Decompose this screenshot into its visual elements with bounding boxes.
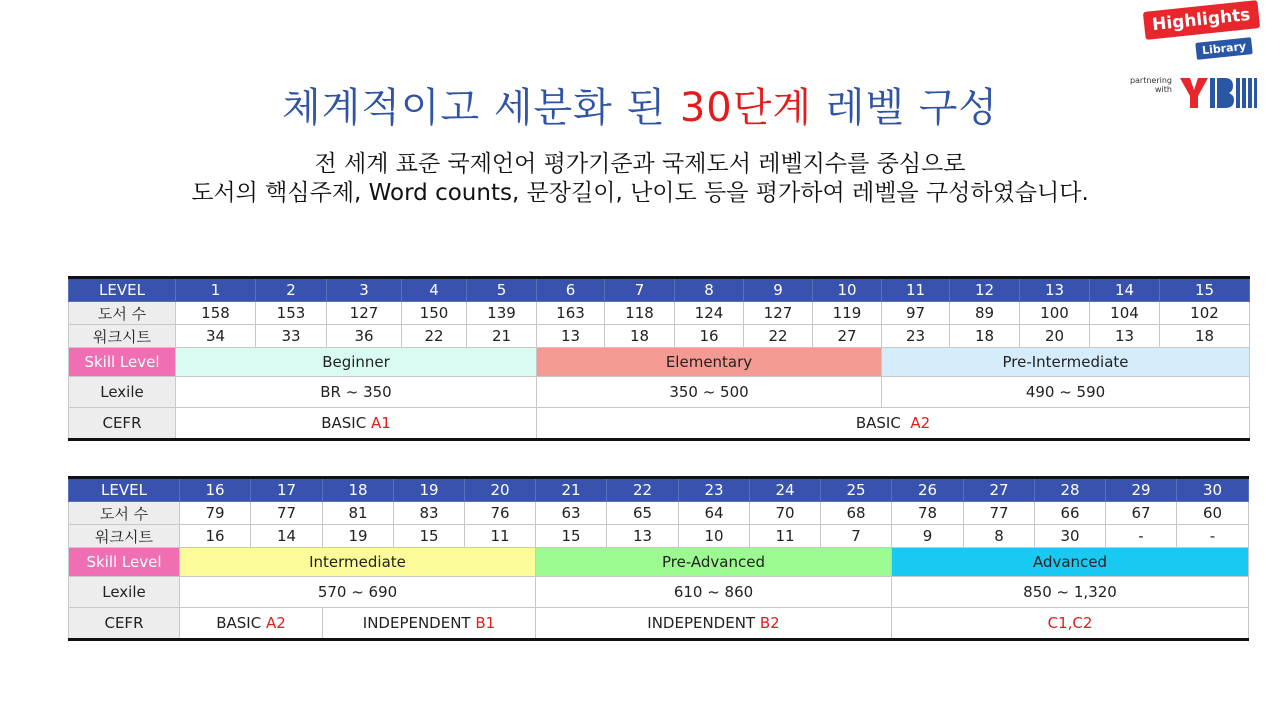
level-header: LEVEL	[69, 278, 176, 302]
books-cell: 64	[679, 502, 750, 525]
cefr-row	[69, 608, 1249, 640]
worksheets-cell: 19	[323, 525, 394, 548]
worksheets-cell: 36	[327, 325, 402, 348]
ybm-logo-text: YBM	[1218, 110, 1221, 111]
worksheets-cell: 15	[394, 525, 465, 548]
cefr-row	[69, 408, 1250, 440]
skill-pre-advanced: Pre-Advanced	[536, 548, 892, 577]
worksheets-cell: 18	[950, 325, 1020, 348]
worksheets-cell: -	[1106, 525, 1177, 548]
cefr-cell	[323, 608, 536, 640]
level-cell: 22	[607, 478, 679, 502]
title-part1: 체계적이고 세분화 된	[281, 85, 680, 131]
level-cell: 19	[394, 478, 465, 502]
books-cell: 65	[607, 502, 679, 525]
level-cell: 7	[605, 278, 675, 302]
cefr-cell	[176, 408, 537, 440]
with-label: with	[1155, 85, 1172, 94]
cefr-prefix: INDEPENDENT	[647, 614, 760, 632]
lexile-header: Lexile	[69, 577, 180, 608]
lexile-row	[69, 377, 1250, 408]
worksheets-cell: 13	[1090, 325, 1160, 348]
level-cell: 6	[537, 278, 605, 302]
cefr-prefix: BASIC	[216, 614, 266, 632]
worksheets-cell: -	[1177, 525, 1249, 548]
level-cell: 9	[744, 278, 813, 302]
worksheets-cell: 16	[675, 325, 744, 348]
skill-intermediate: Intermediate	[180, 548, 536, 577]
level-header: LEVEL	[69, 478, 180, 502]
level-cell: 8	[675, 278, 744, 302]
books-cell: 79	[180, 502, 251, 525]
level-cell: 13	[1020, 278, 1090, 302]
worksheets-cell: 33	[256, 325, 327, 348]
skill-header: Skill Level	[69, 348, 176, 377]
lexile-cell: BR ~ 350	[176, 377, 537, 408]
level-cell: 1	[176, 278, 256, 302]
lexile-cell: 850 ~ 1,320	[892, 577, 1249, 608]
lexile-cell: 610 ~ 860	[536, 577, 892, 608]
books-cell: 66	[1035, 502, 1106, 525]
lexile-row	[69, 577, 1249, 608]
cefr-cell	[180, 608, 323, 640]
skill-elementary: Elementary	[537, 348, 882, 377]
level-cell: 27	[964, 478, 1035, 502]
worksheets-cell: 13	[537, 325, 605, 348]
page-title	[0, 76, 1280, 133]
worksheets-cell: 18	[605, 325, 675, 348]
worksheets-cell: 10	[679, 525, 750, 548]
books-cell: 76	[465, 502, 536, 525]
worksheets-cell: 22	[744, 325, 813, 348]
books-cell: 127	[327, 302, 402, 325]
worksheets-header: 워크시트	[69, 525, 180, 548]
worksheets-cell: 34	[176, 325, 256, 348]
worksheets-cell: 8	[964, 525, 1035, 548]
level-cell: 15	[1160, 278, 1250, 302]
partnering-label: partnering	[1129, 76, 1172, 85]
highlights-logo-text: Highlights	[1142, 0, 1259, 40]
books-cell: 67	[1106, 502, 1177, 525]
books-row	[69, 502, 1249, 525]
level-table-1	[68, 276, 1250, 441]
level-cell: 30	[1177, 478, 1249, 502]
books-cell: 158	[176, 302, 256, 325]
books-cell: 97	[882, 302, 950, 325]
skill-row	[69, 348, 1250, 377]
level-cell: 3	[327, 278, 402, 302]
lexile-cell: 350 ~ 500	[537, 377, 882, 408]
lexile-header: Lexile	[69, 377, 176, 408]
books-cell: 102	[1160, 302, 1250, 325]
books-cell: 60	[1177, 502, 1249, 525]
books-cell: 104	[1090, 302, 1160, 325]
cefr-header: CEFR	[69, 608, 180, 640]
worksheets-cell: 14	[251, 525, 323, 548]
level-cell: 28	[1035, 478, 1106, 502]
worksheets-cell: 23	[882, 325, 950, 348]
level-cell: 24	[750, 478, 821, 502]
level-cell: 21	[536, 478, 607, 502]
cefr-prefix: BASIC	[855, 414, 911, 432]
books-cell: 100	[1020, 302, 1090, 325]
skill-beginner: Beginner	[176, 348, 537, 377]
worksheets-header: 워크시트	[69, 325, 176, 348]
cefr-grade: C1,C2	[1047, 614, 1093, 632]
cefr-grade: A2	[265, 614, 286, 632]
books-cell: 68	[821, 502, 892, 525]
level-cell: 16	[180, 478, 251, 502]
books-cell: 70	[750, 502, 821, 525]
worksheets-cell: 7	[821, 525, 892, 548]
books-header: 도서 수	[69, 502, 180, 525]
books-cell: 150	[402, 302, 467, 325]
level-cell: 12	[950, 278, 1020, 302]
worksheets-cell: 21	[467, 325, 537, 348]
cefr-cell	[537, 408, 1250, 440]
cefr-cell	[536, 608, 892, 640]
level-cell: 25	[821, 478, 892, 502]
subtitle-line1: 전 세계 표준 국제언어 평가기준과 국제도서 레벨지수를 중심으로	[314, 151, 966, 177]
books-cell: 163	[537, 302, 605, 325]
worksheets-cell: 11	[465, 525, 536, 548]
level-cell: 10	[813, 278, 882, 302]
cefr-grade: A1	[370, 414, 391, 432]
books-header: 도서 수	[69, 302, 176, 325]
level-cell: 18	[323, 478, 394, 502]
worksheets-cell: 18	[1160, 325, 1250, 348]
title-part2: 레벨 구성	[812, 85, 999, 131]
page-subtitle	[0, 150, 1280, 208]
worksheets-cell: 13	[607, 525, 679, 548]
level-cell: 5	[467, 278, 537, 302]
level-cell: 11	[882, 278, 950, 302]
books-cell: 77	[964, 502, 1035, 525]
worksheets-cell: 22	[402, 325, 467, 348]
books-cell: 83	[394, 502, 465, 525]
worksheets-cell: 9	[892, 525, 964, 548]
books-cell: 124	[675, 302, 744, 325]
books-cell: 118	[605, 302, 675, 325]
worksheets-cell: 27	[813, 325, 882, 348]
books-cell: 127	[744, 302, 813, 325]
books-cell: 119	[813, 302, 882, 325]
level-cell: 17	[251, 478, 323, 502]
books-cell: 77	[251, 502, 323, 525]
books-cell: 81	[323, 502, 394, 525]
skill-advanced: Advanced	[892, 548, 1249, 577]
lexile-cell: 490 ~ 590	[882, 377, 1250, 408]
level-cell: 14	[1090, 278, 1160, 302]
books-cell: 63	[536, 502, 607, 525]
books-cell: 89	[950, 302, 1020, 325]
lexile-cell: 570 ~ 690	[180, 577, 536, 608]
level-row	[69, 278, 1250, 302]
worksheets-cell: 15	[536, 525, 607, 548]
library-logo-text: Library	[1195, 37, 1253, 60]
books-cell: 78	[892, 502, 964, 525]
subtitle-line2: 도서의 핵심주제, Word counts, 문장길이, 난이도 등을 평가하여 레벨을 구성하였습니다.	[191, 180, 1089, 206]
books-cell: 139	[467, 302, 537, 325]
worksheets-row	[69, 325, 1250, 348]
worksheets-cell: 16	[180, 525, 251, 548]
level-cell: 26	[892, 478, 964, 502]
level-cell: 2	[256, 278, 327, 302]
level-cell: 4	[402, 278, 467, 302]
books-row	[69, 302, 1250, 325]
cefr-grade: B1	[475, 614, 496, 632]
books-cell: 153	[256, 302, 327, 325]
cefr-grade: A2	[910, 414, 931, 432]
skill-header: Skill Level	[69, 548, 180, 577]
skill-pre-intermediate: Pre-Intermediate	[882, 348, 1250, 377]
cefr-grade: B2	[759, 614, 780, 632]
skill-row	[69, 548, 1249, 577]
level-cell: 23	[679, 478, 750, 502]
cefr-prefix: INDEPENDENT	[362, 614, 476, 632]
cefr-cell	[892, 608, 1249, 640]
level-row	[69, 478, 1249, 502]
level-cell: 20	[465, 478, 536, 502]
level-cell: 29	[1106, 478, 1177, 502]
worksheets-cell: 20	[1020, 325, 1090, 348]
worksheets-row	[69, 525, 1249, 548]
title-highlight: 30단계	[679, 85, 813, 131]
worksheets-cell: 30	[1035, 525, 1106, 548]
level-table-2	[68, 476, 1249, 641]
cefr-header: CEFR	[69, 408, 176, 440]
worksheets-cell: 11	[750, 525, 821, 548]
cefr-prefix: BASIC	[321, 414, 371, 432]
